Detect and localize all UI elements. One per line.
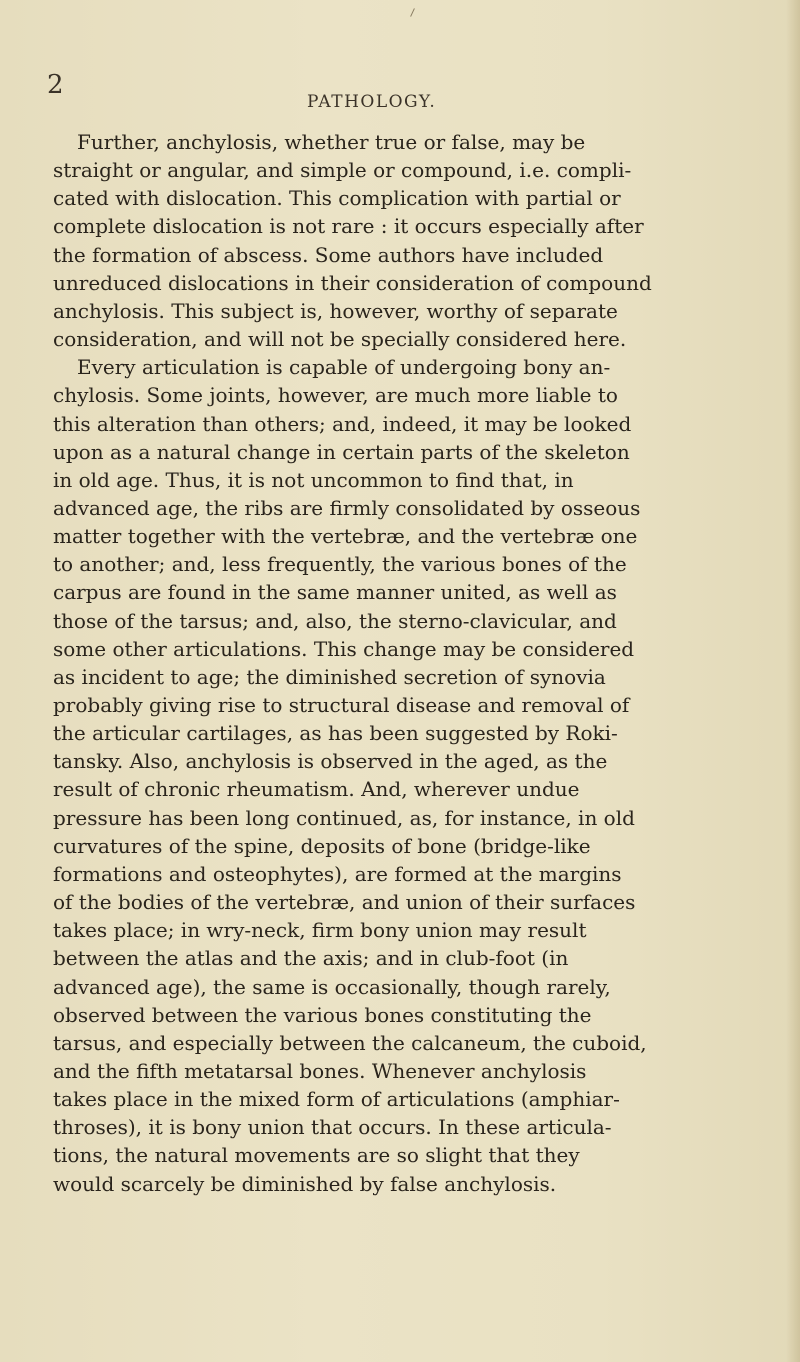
text-line: probably giving rise to structural disease and removal of [53,693,630,717]
text-line: to another; and, less frequently, the various bones of the [53,552,627,576]
text-line: Further, anchylosis, whether true or false, may be [77,130,586,154]
stray-ink-mark [410,8,415,17]
text-line: chylosis. Some joints, however, are much more liable to [53,383,618,407]
text-line: throses), it is bony union that occurs. In these articula- [53,1115,612,1139]
text-line: as incident to age; the diminished secretion of synovia [53,665,606,689]
text-line: unreduced dislocations in their consideration of compound [53,271,652,295]
text-line: curvatures of the spine, deposits of bone (bridge-like [53,834,591,858]
text-line: observed between the various bones constituting the [53,1003,592,1027]
text-line: cated with dislocation. This complication with partial or [53,186,621,210]
text-line: advanced age), the same is occasionally, though rarely, [53,975,611,999]
text-line: tarsus, and especially between the calcaneum, the cuboid, [53,1031,647,1055]
text-line: tions, the natural movements are so slight that they [53,1143,580,1167]
text-line: those of the tarsus; and, also, the sterno-clavicular, and [53,609,617,633]
text-line: takes place in the mixed form of articulations (amphiar- [53,1087,620,1111]
page-edge-shadow [786,0,800,1362]
text-line: consideration, and will not be specially considered here. [53,327,627,351]
text-line: Every articulation is capable of undergoing bony an- [77,355,611,379]
text-line: formations and osteophytes), are formed at the margins [53,862,622,886]
text-line: straight or angular, and simple or compound, i.e. compli- [53,158,632,182]
text-line: upon as a natural change in certain parts of the skeleton [53,440,630,464]
text-line: the formation of abscess. Some authors have included [53,243,604,267]
text-line: advanced age, the ribs are firmly consolidated by osseous [53,496,641,520]
text-line: anchylosis. This subject is, however, worthy of separate [53,299,618,323]
text-line: complete dislocation is not rare : it occurs especially after [53,214,644,238]
text-line: matter together with the vertebræ, and the vertebræ one [53,524,638,548]
text-line: result of chronic rheumatism. And, wherever undue [53,777,580,801]
text-line: of the bodies of the vertebræ, and union of their surfaces [53,890,636,914]
text-line: and the fifth metatarsal bones. Whenever anchylosis [53,1059,587,1083]
text-line: the articular cartilages, as has been suggested by Roki- [53,721,618,745]
text-line: takes place; in wry-neck, firm bony union may result [53,918,587,942]
running-title: PATHOLOGY. [307,92,437,112]
page-number: 2 [47,70,64,100]
text-line: some other articulations. This change may be considered [53,637,635,661]
text-line: carpus are found in the same manner united, as well as [53,580,617,604]
text-line: between the atlas and the axis; and in club-foot (in [53,946,569,970]
text-line: in old age. Thus, it is not uncommon to find that, in [53,468,574,492]
text-line: would scarcely be diminished by false anchylosis. [53,1172,557,1196]
text-line: this alteration than others; and, indeed, it may be looked [53,412,632,436]
text-line: tansky. Also, anchylosis is observed in the aged, as the [53,749,608,773]
text-line: pressure has been long continued, as, for instance, in old [53,806,635,830]
